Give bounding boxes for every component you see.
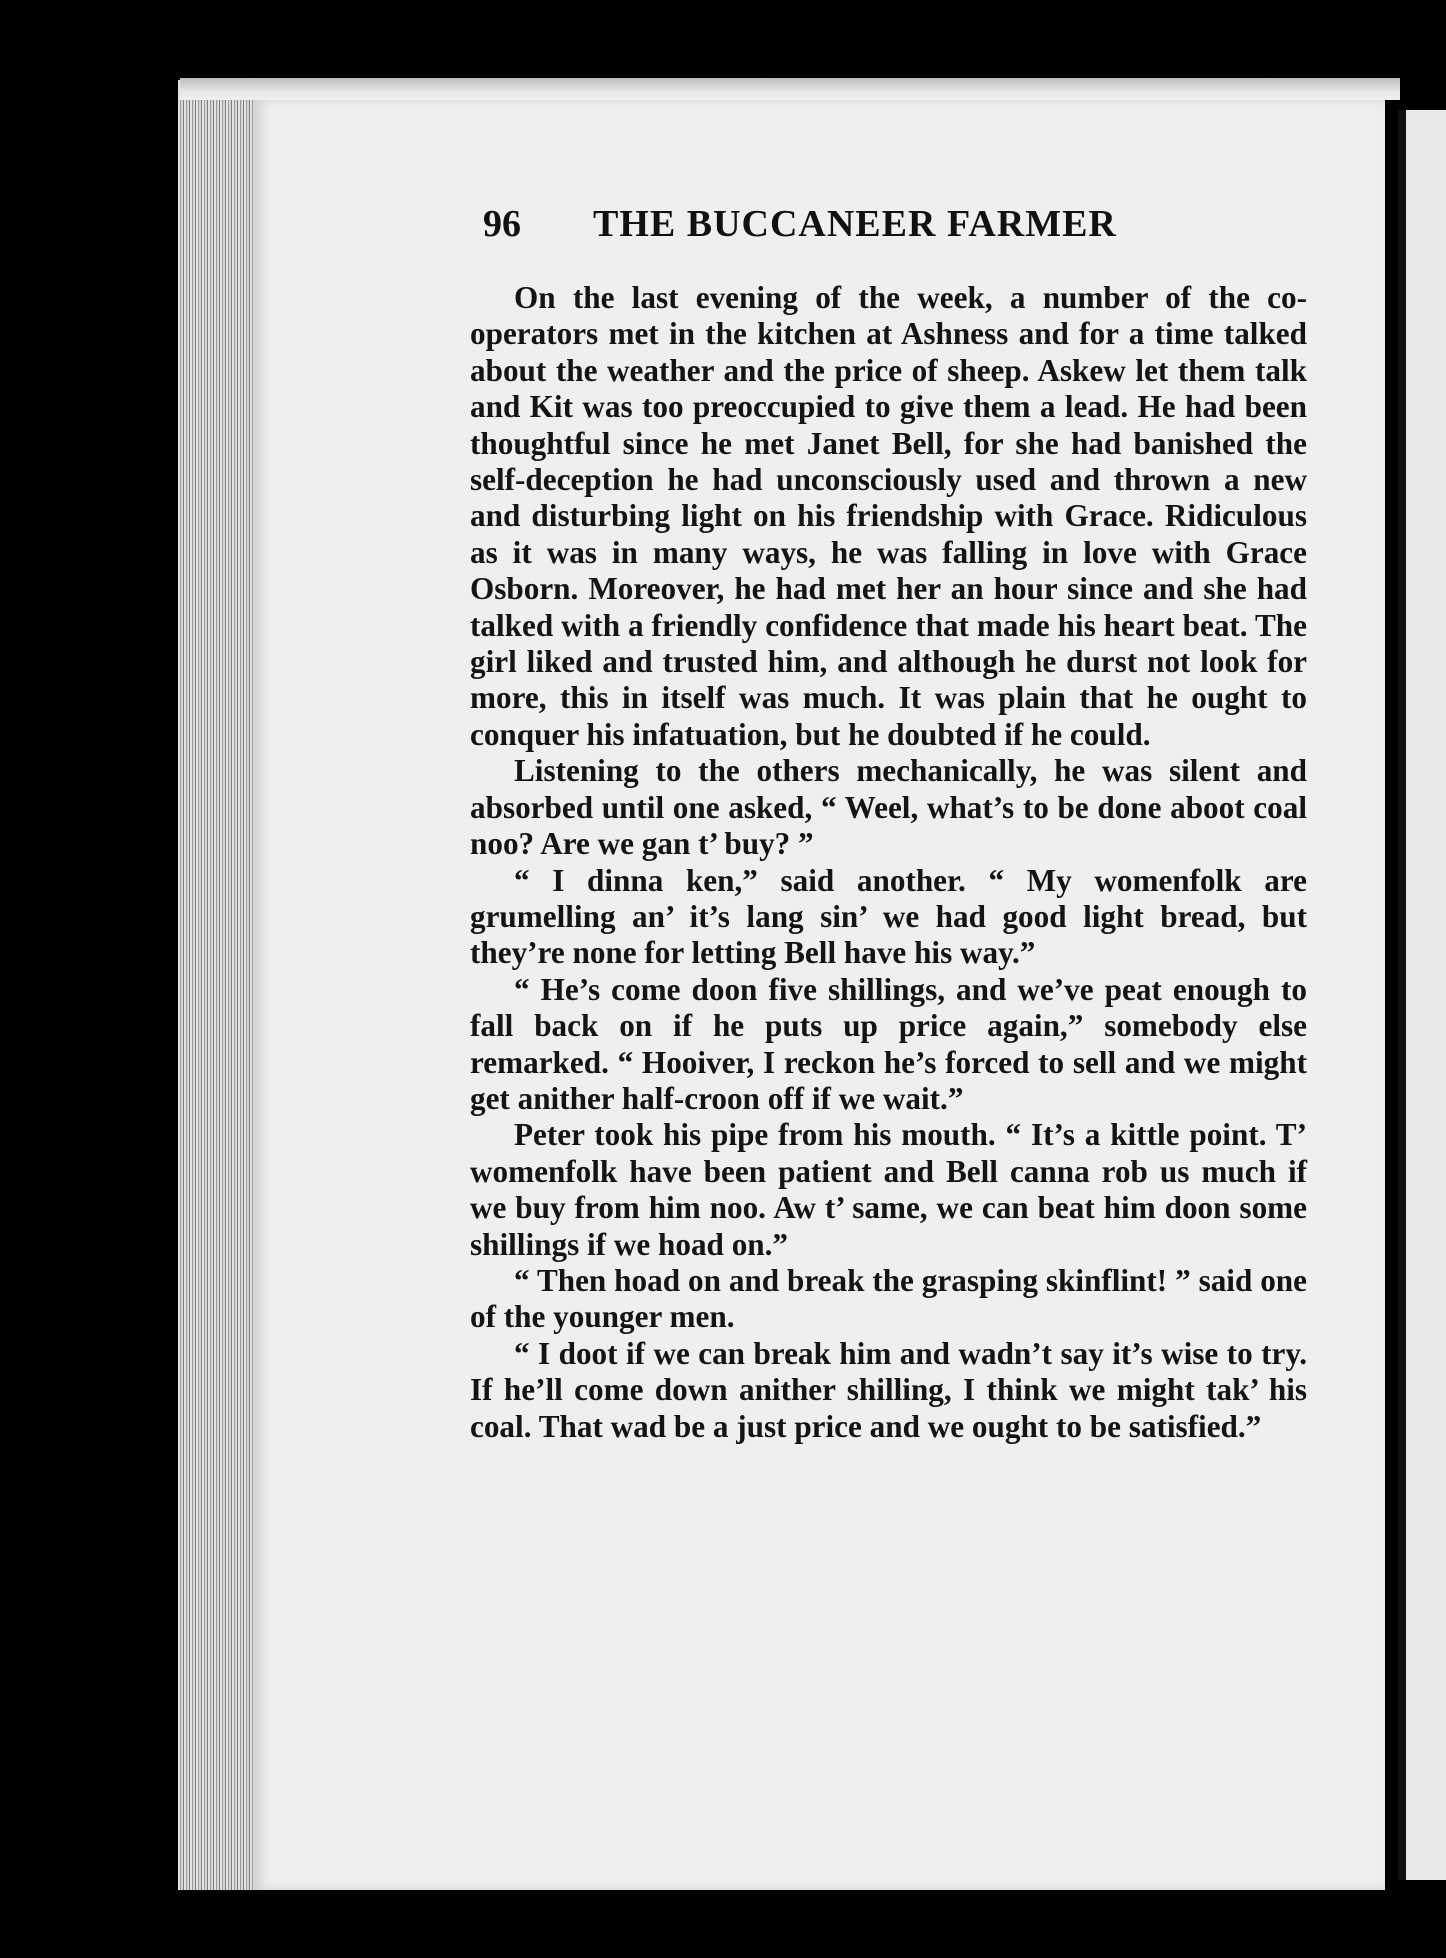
body-text bbox=[470, 280, 1307, 1445]
paragraph: “ Then hoad on and break the grasping skinflint! ” said one of the younger men. bbox=[470, 1262, 1307, 1335]
page-number: 96 bbox=[483, 203, 521, 245]
paragraph: “ I dinna ken,” said another. “ My womenfolk are grumelling an’ it’s lang sin’ we had good light bread, but they’re none for letting Bell have his way.” bbox=[470, 862, 1307, 971]
paragraph: On the last evening of the week, a number of the co-operators met in the kitchen at Ashness and for a time talked about the weather and the price of sheep. Askew let them talk and Kit was too preoccupied to give them a lead. He had been thoughtful since he met Janet Bell, for she had banished the self-deception he had unconsciously used and thrown a new and disturbing light on his friendship with Grace. Ridiculous as it was in many ways, he was falling in love with Grace Osborn. Moreover, he had met her an hour since and she had talked with a friendly confidence that made his heart beat. The girl liked and trusted him, and although he durst not look for more, this in itself was much. It was plain that he ought to conquer his infatuation, but he doubted if he could. bbox=[470, 280, 1307, 752]
book-page-edges bbox=[178, 80, 260, 1890]
book-title-header: THE BUCCANEER FARMER bbox=[593, 203, 1117, 245]
paragraph: “ I doot if we can break him and wadn’t say it’s wise to try. If he’ll come down anither shilling, I think we might tak’ his coal. That wad be a just price and we ought to be satisfied.” bbox=[470, 1335, 1307, 1444]
facing-page-edge bbox=[1398, 110, 1446, 1880]
paragraph: Peter took his pipe from his mouth. “ It’s a kittle point. T’ womenfolk have been patient and Bell canna rob us much if we buy from him noo. Aw t’ same, we can beat him doon some shillings if we hoad on.” bbox=[470, 1117, 1307, 1262]
paragraph: Listening to the others mechanically, he was silent and absorbed until one asked, “ Weel, what’s to be done aboot coal noo? Are we gan t’ buy? ” bbox=[470, 753, 1307, 862]
book-top-edge bbox=[180, 78, 1400, 100]
paragraph: “ He’s come doon five shillings, and we’ve peat enough to fall back on if he puts up price again,” somebody else remarked. “ Hooiver, I reckon he’s forced to sell and we might get anither half-croon off if we wait.” bbox=[470, 971, 1307, 1116]
running-head bbox=[483, 202, 1323, 262]
